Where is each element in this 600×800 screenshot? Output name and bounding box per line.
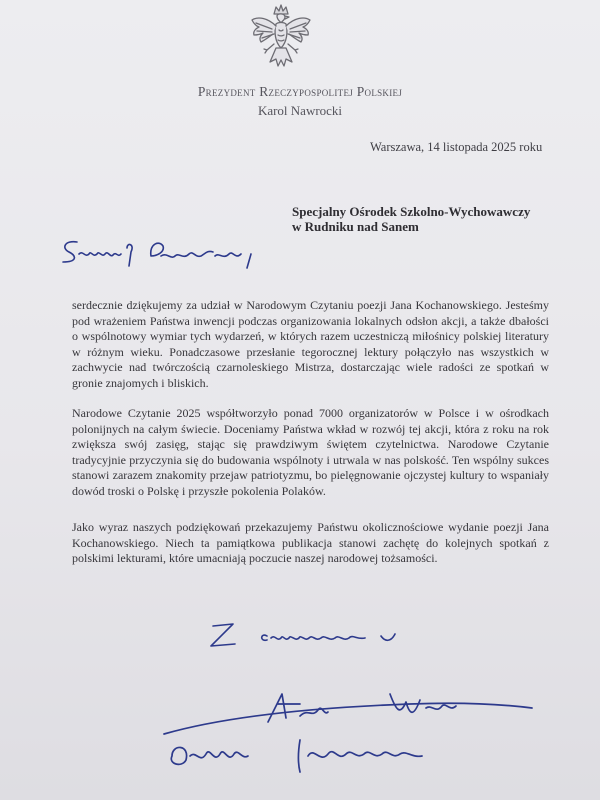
letter-date: Warszawa, 14 listopada 2025 roku (370, 140, 543, 154)
body-paragraph-2 (72, 406, 549, 499)
recipient-line-1: Specjalny Ośrodek Szkolno-Wychowawczy (292, 204, 531, 219)
recipient-line-2: w Rudniku nad Sanem (292, 219, 419, 234)
white-eagle-emblem-icon (248, 2, 314, 76)
recipient-block (292, 204, 530, 234)
sender-name: Karol Nawrocki (257, 103, 343, 118)
body-paragraph-1-text: serdecznie dziękujemy za udział w Narodowym Czytaniu poezji Jana Kochanowskiego. Jesteśmy pod wrażeniem Państwa inwencji podczas organizowania lokalnych odsłon akcji, a także dbałości o wspólnotowy wymiar tych wydarzeń, w których razem uczestniczą miłośnicy polskiej literatury w różnym wieku. Ponadczasowe przesłanie tegorocznej lektury połączyło nas wszystkich w zachwycie nad twórczością czarnoleskiego Mistrza, dostarczając wiele radości ze spotkań w gronie znajomych i bliskich. (72, 298, 549, 390)
body-paragraph-3 (72, 520, 549, 567)
handwritten-closing (205, 612, 425, 662)
sender-office-title: Prezydent Rzeczypospolitej Polskiej (197, 84, 403, 99)
body-paragraph-1 (72, 298, 549, 391)
handwritten-salutation (55, 232, 295, 282)
handwritten-signature (160, 660, 540, 780)
body-paragraph-3-text: Jako wyraz naszych podziękowań przekazujemy Państwu okolicznościowe wydanie poezji Jana Kochanowskiego. Niech ta pamiątkowa publikacja stanowi zachętę do kolejnych spotkań z polskimi lekturami, które umacniają poczucie naszej narodowej tożsamości. (72, 520, 549, 565)
body-paragraph-2-text: Narodowe Czytanie 2025 współtworzyło ponad 7000 organizatorów w Polsce i w ośrodkach polonijnych na całym świecie. Doceniamy Państwa wkład w rozwój tej akcji, która z roku na rok zwiększa swój zasięg, stając się prawdziwym świętem czytelnictwa. Narodowe Czytanie tradycyjnie przyczynia się do budowania wspólnoty i utrwala w nas polskość. Ten wspólny sukces stanowi zarazem znakomity przejaw patriotyzmu, bo pielęgnowanie ojczystej kultury to wspaniały dowód troski o Polskę i przyszłe pokolenia Polaków. (72, 406, 549, 498)
